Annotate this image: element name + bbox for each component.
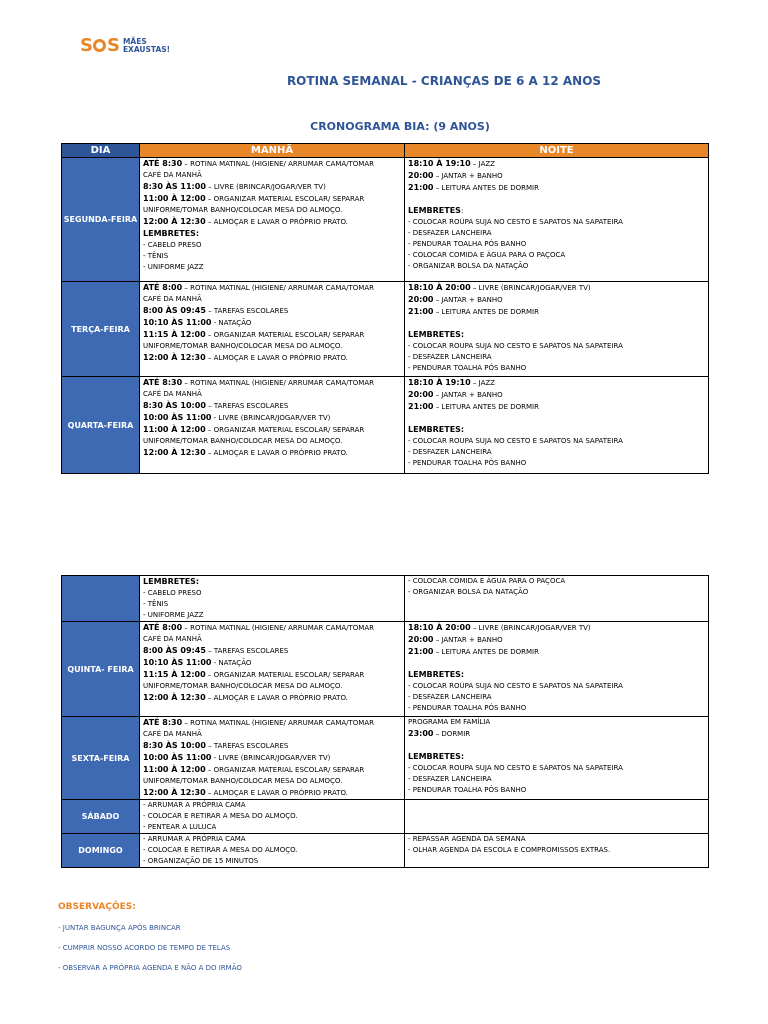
- schedule-time: LEMBRETES:: [143, 229, 200, 238]
- schedule-line: [143, 787, 404, 799]
- schedule-line: [143, 424, 404, 436]
- cell-domingo-manha: [140, 834, 405, 868]
- schedule-activity: – TAREFAS ESCOLARES: [205, 647, 289, 655]
- schedule-line: [408, 658, 708, 669]
- schedule-activity: - OLHAR AGENDA DA ESCOLA E COMPROMISSOS EXTRAS.: [408, 846, 611, 854]
- schedule-line: [408, 774, 708, 785]
- schedule-activity: – JANTAR + BANHO: [433, 172, 503, 180]
- cell-quinta-manha: [140, 622, 405, 717]
- schedule-line: [143, 657, 404, 669]
- schedule-activity: - COLOCAR ROUPA SUJA NO CESTO E SAPATOS NA SAPATEIRA: [408, 764, 623, 772]
- schedule-time: 21:00: [408, 647, 434, 656]
- schedule-line: [143, 400, 404, 412]
- header-dia: DIA: [62, 144, 140, 158]
- schedule-line: [143, 341, 404, 352]
- day-sexta: SEXTA-FEIRA: [62, 717, 140, 800]
- schedule-line: [143, 240, 404, 251]
- schedule-line: [143, 729, 404, 740]
- schedule-line: [408, 646, 708, 658]
- schedule-line: [143, 588, 404, 599]
- cell-sabado-manha: [140, 800, 405, 834]
- schedule-line: [408, 622, 708, 634]
- schedule-activity: - DESFAZER LANCHEIRA: [408, 775, 492, 783]
- schedule-time: 21:00: [408, 307, 434, 316]
- cell-continuation-noite: [405, 576, 709, 622]
- schedule-activity: UNIFORME/TOMAR BANHO/COLOCAR MESA DO ALMOÇO.: [143, 206, 343, 214]
- schedule-time: 8:30 ÀS 10:00: [143, 401, 206, 410]
- logo: [80, 35, 170, 56]
- schedule-line: [143, 352, 404, 364]
- schedule-activity: - COLOCAR ROUPA SUJA NO CESTO E SAPATOS NA SAPATEIRA: [408, 437, 623, 445]
- schedule-activity: UNIFORME/TOMAR BANHO/COLOCAR MESA DO ALMOÇO.: [143, 342, 343, 350]
- schedule-line: [408, 751, 708, 763]
- schedule-time: LEMBRETES: [408, 206, 461, 215]
- schedule-line: [408, 587, 708, 598]
- schedule-time: ATÉ 8:00: [143, 623, 183, 632]
- schedule-line: [143, 412, 404, 424]
- schedule-line: [143, 681, 404, 692]
- schedule-activity: – TAREFAS ESCOLARES: [205, 402, 289, 410]
- schedule-time: LEMBRETES:: [408, 670, 465, 679]
- schedule-activity: - TÊNIS: [143, 600, 169, 608]
- schedule-line: [408, 194, 708, 205]
- schedule-line: [143, 811, 404, 822]
- schedule-activity: - DESFAZER LANCHEIRA: [408, 448, 492, 456]
- schedule-activity: CAFÉ DA MANHÃ: [143, 390, 202, 398]
- schedule-activity: - ORGANIZAR BOLSA DA NATAÇÃO: [408, 262, 529, 270]
- cell-continuation-manha: [140, 576, 405, 622]
- schedule-activity: - CABELO PRESO: [143, 241, 202, 249]
- schedule-line: [408, 447, 708, 458]
- schedule-line: [143, 622, 404, 634]
- schedule-activity: - DESFAZER LANCHEIRA: [408, 229, 492, 237]
- schedule-activity: – ORGANIZAR MATERIAL ESCOLAR/ SEPARAR: [205, 766, 365, 774]
- schedule-line: [143, 282, 404, 294]
- schedule-time: 10:10 ÀS 11:00: [143, 318, 212, 327]
- schedule-line: [408, 436, 708, 447]
- schedule-line: [408, 239, 708, 250]
- schedule-time: 20:00: [408, 390, 434, 399]
- schedule-activity: – ORGANIZAR MATERIAL ESCOLAR/ SEPARAR: [205, 671, 365, 679]
- schedule-activity: – ROTINA MATINAL (HIGIENE/ ARRUMAR CAMA/TOMAR: [182, 160, 374, 168]
- schedule-line: [408, 318, 708, 329]
- schedule-activity: - PENDURAR TOALHA PÓS BANHO: [408, 786, 527, 794]
- schedule-line: [408, 182, 708, 194]
- schedule-line: [408, 703, 708, 714]
- cell-quarta-manha: [140, 377, 405, 474]
- schedule-time: 10:00 ÀS 11:00: [143, 413, 212, 422]
- schedule-time: LEMBRETES:: [408, 330, 465, 339]
- page-subtitle: CRONOGRAMA BIA: (9 ANOS): [310, 120, 490, 133]
- schedule-activity: CAFÉ DA MANHÃ: [143, 171, 202, 179]
- cell-sexta-noite: [405, 717, 709, 800]
- schedule-activity: CAFÉ DA MANHÃ: [143, 295, 202, 303]
- schedule-activity: - CABELO PRESO: [143, 589, 202, 597]
- cell-segunda-noite: [405, 158, 709, 282]
- observacoes-heading: OBSERVAÇÕES:: [58, 902, 136, 912]
- schedule-line: [408, 282, 708, 294]
- schedule-line: [143, 822, 404, 833]
- schedule-activity: – TAREFAS ESCOLARES: [205, 742, 289, 750]
- schedule-activity: UNIFORME/TOMAR BANHO/COLOCAR MESA DO ALMOÇO.: [143, 777, 343, 785]
- schedule-line: [408, 329, 708, 341]
- schedule-activity: UNIFORME/TOMAR BANHO/COLOCAR MESA DO ALMOÇO.: [143, 682, 343, 690]
- schedule-activity: - LIVRE (BRINCAR/JOGAR/VER TV): [211, 754, 331, 762]
- schedule-line: [408, 681, 708, 692]
- schedule-activity: – ROTINA MATINAL (HIGIENE/ ARRUMAR CAMA/TOMAR: [182, 284, 374, 292]
- schedule-line: [408, 424, 708, 436]
- schedule-activity: - COLOCAR ROUPA SUJA NO CESTO E SAPATOS NA SAPATEIRA: [408, 218, 623, 226]
- schedule-activity: - ARRUMAR A PRÓPRIA CAMA: [143, 801, 246, 809]
- schedule-table-part1: [61, 143, 709, 474]
- schedule-activity: – LEITURA ANTES DE DORMIR: [433, 403, 539, 411]
- schedule-line: [408, 170, 708, 182]
- schedule-time: LEMBRETES:: [408, 752, 465, 761]
- schedule-activity: - ORGANIZAR BOLSA DA NATAÇÃO: [408, 588, 529, 596]
- logo-line2: EXAUSTAS!: [122, 44, 171, 54]
- schedule-activity: - COLOCAR ROUPA SUJA NO CESTO E SAPATOS NA SAPATEIRA: [408, 682, 623, 690]
- schedule-activity: – ORGANIZAR MATERIAL ESCOLAR/ SEPARAR: [205, 426, 365, 434]
- schedule-table-part2: [61, 575, 709, 868]
- schedule-activity: – ROTINA MATINAL (HIGIENE/ ARRUMAR CAMA/TOMAR: [182, 624, 374, 632]
- schedule-line: [408, 458, 708, 469]
- cell-quinta-noite: [405, 622, 709, 717]
- day-quarta: QUARTA-FEIRA: [62, 377, 140, 474]
- schedule-activity: - NATAÇÃO: [211, 659, 252, 667]
- observacao-item: - OBSERVAR A PRÓPRIA AGENDA E NÃO A DO IRMÃO: [58, 964, 242, 972]
- schedule-activity: – JANTAR + BANHO: [433, 391, 503, 399]
- schedule-line: [408, 576, 708, 587]
- cell-segunda-manha: [140, 158, 405, 282]
- schedule-activity: – TAREFAS ESCOLARES: [205, 307, 289, 315]
- schedule-line: [143, 329, 404, 341]
- schedule-activity: - TÊNIS: [143, 252, 169, 260]
- schedule-line: [143, 317, 404, 329]
- schedule-activity: – JANTAR + BANHO: [433, 636, 503, 644]
- schedule-time: 18:10 À 20:00: [408, 623, 471, 632]
- schedule-time: 20:00: [408, 295, 434, 304]
- schedule-line: [143, 634, 404, 645]
- schedule-line: [143, 800, 404, 811]
- logo-text: [123, 38, 170, 54]
- schedule-time: ATÉ 8:30: [143, 378, 183, 387]
- schedule-line: [408, 352, 708, 363]
- schedule-line: [143, 377, 404, 389]
- schedule-time: LEMBRETES:: [143, 577, 200, 586]
- schedule-time: 12:00 À 12:30: [143, 217, 206, 226]
- day-continuation: [62, 576, 140, 622]
- schedule-line: [408, 634, 708, 646]
- schedule-time: 18:10 À 19:10: [408, 159, 471, 168]
- schedule-time: 12:00 À 12:30: [143, 353, 206, 362]
- schedule-activity: – JAZZ: [470, 160, 495, 168]
- schedule-line: [408, 692, 708, 703]
- schedule-line: [143, 856, 404, 867]
- cell-terca-manha: [140, 282, 405, 377]
- schedule-time: LEMBRETES:: [408, 425, 465, 434]
- schedule-line: [143, 692, 404, 704]
- schedule-line: [408, 728, 708, 740]
- schedule-time: 18:10 À 19:10: [408, 378, 471, 387]
- schedule-activity: – LIVRE (BRINCAR/JOGAR/VER TV): [205, 183, 326, 191]
- schedule-time: ATÉ 8:30: [143, 718, 183, 727]
- schedule-time: 21:00: [408, 183, 434, 192]
- schedule-line: [143, 610, 404, 621]
- schedule-line: [143, 389, 404, 400]
- schedule-line: [143, 294, 404, 305]
- schedule-activity: - COLOCAR ROUPA SUJA NO CESTO E SAPATOS NA SAPATEIRA: [408, 342, 623, 350]
- schedule-time: 18:10 À 20:00: [408, 283, 471, 292]
- schedule-line: [408, 785, 708, 796]
- schedule-time: 12:00 À 12:30: [143, 448, 206, 457]
- schedule-time: 11:15 À 12:00: [143, 330, 206, 339]
- schedule-activity: - PENTEAR A LULUCA: [143, 823, 217, 831]
- schedule-activity: - COLOCAR E RETIRAR A MESA DO ALMOÇO.: [143, 846, 298, 854]
- schedule-activity: – LEITURA ANTES DE DORMIR: [433, 184, 539, 192]
- schedule-line: [408, 717, 708, 728]
- page-title: ROTINA SEMANAL - CRIANÇAS DE 6 A 12 ANOS: [286, 74, 602, 88]
- schedule-line: [408, 669, 708, 681]
- schedule-line: [408, 205, 708, 217]
- schedule-line: [408, 413, 708, 424]
- schedule-line: [408, 306, 708, 318]
- observacao-item: - CUMPRIR NOSSO ACORDO DE TEMPO DE TELAS: [58, 944, 231, 952]
- lifebuoy-icon: [93, 39, 106, 52]
- schedule-activity: :: [460, 207, 464, 215]
- schedule-line: [143, 181, 404, 193]
- schedule-activity: – LEITURA ANTES DE DORMIR: [433, 648, 539, 656]
- schedule-line: [143, 447, 404, 459]
- schedule-line: [143, 251, 404, 262]
- schedule-line: [408, 158, 708, 170]
- schedule-time: ATÉ 8:00: [143, 283, 183, 292]
- day-segunda: SEGUNDA-FEIRA: [62, 158, 140, 282]
- schedule-time: 11:00 À 12:00: [143, 425, 206, 434]
- day-sabado: SÁBADO: [62, 800, 140, 834]
- schedule-line: [408, 763, 708, 774]
- schedule-activity: UNIFORME/TOMAR BANHO/COLOCAR MESA DO ALMOÇO.: [143, 437, 343, 445]
- schedule-time: 20:00: [408, 171, 434, 180]
- schedule-activity: - PENDURAR TOALHA PÓS BANHO: [408, 240, 527, 248]
- schedule-line: [143, 717, 404, 729]
- schedule-line: [408, 341, 708, 352]
- schedule-time: 8:00 ÀS 09:45: [143, 646, 206, 655]
- schedule-line: [143, 193, 404, 205]
- schedule-line: [143, 576, 404, 588]
- schedule-time: 10:10 ÀS 11:00: [143, 658, 212, 667]
- schedule-time: ATÉ 8:30: [143, 159, 183, 168]
- schedule-line: [143, 776, 404, 787]
- schedule-activity: – LEITURA ANTES DE DORMIR: [433, 308, 539, 316]
- schedule-line: [143, 669, 404, 681]
- cell-domingo-noite: [405, 834, 709, 868]
- schedule-activity: CAFÉ DA MANHÃ: [143, 635, 202, 643]
- schedule-activity: - UNIFORME JAZZ: [143, 263, 204, 271]
- schedule-line: [408, 217, 708, 228]
- schedule-activity: – ALMOÇAR E LAVAR O PRÓPRIO PRATO.: [205, 694, 348, 702]
- schedule-time: 11:15 À 12:00: [143, 670, 206, 679]
- schedule-line: [143, 158, 404, 170]
- schedule-line: [408, 740, 708, 751]
- schedule-line: [143, 170, 404, 181]
- logo-line1: MÃES: [122, 36, 147, 46]
- schedule-line: [143, 645, 404, 657]
- schedule-time: 8:00 ÀS 09:45: [143, 306, 206, 315]
- schedule-activity: – ORGANIZAR MATERIAL ESCOLAR/ SEPARAR: [205, 195, 365, 203]
- schedule-time: 11:00 À 12:00: [143, 194, 206, 203]
- schedule-activity: - ORGANIZAÇÃO DE 15 MINUTOS: [143, 857, 259, 865]
- schedule-line: [143, 262, 404, 273]
- schedule-line: [143, 845, 404, 856]
- schedule-activity: – ROTINA MATINAL (HIGIENE/ ARRUMAR CAMA/TOMAR: [182, 379, 374, 387]
- schedule-time: 8:30 ÀS 11:00: [143, 182, 206, 191]
- schedule-line: [143, 599, 404, 610]
- schedule-line: [143, 740, 404, 752]
- cell-sexta-manha: [140, 717, 405, 800]
- schedule-time: 12:00 À 12:30: [143, 693, 206, 702]
- schedule-activity: PROGRAMA EM FAMÍLIA: [408, 718, 491, 726]
- header-noite: NOITE: [405, 144, 709, 158]
- schedule-time: 12:00 À 12:30: [143, 788, 206, 797]
- schedule-time: 10:00 ÀS 11:00: [143, 753, 212, 762]
- schedule-line: [408, 261, 708, 272]
- schedule-line: [143, 752, 404, 764]
- schedule-activity: - PENDURAR TOALHA PÓS BANHO: [408, 459, 527, 467]
- cell-quarta-noite: [405, 377, 709, 474]
- schedule-activity: – JAZZ: [470, 379, 495, 387]
- day-quinta: QUINTA- FEIRA: [62, 622, 140, 717]
- schedule-activity: - DESFAZER LANCHEIRA: [408, 353, 492, 361]
- schedule-line: [143, 305, 404, 317]
- schedule-activity: - COLOCAR COMIDA E ÁGUA PARA O PAÇOCA: [408, 251, 566, 259]
- day-terca: TERÇA-FEIRA: [62, 282, 140, 377]
- schedule-time: 20:00: [408, 635, 434, 644]
- schedule-line: [408, 377, 708, 389]
- schedule-activity: - PENDURAR TOALHA PÓS BANHO: [408, 364, 527, 372]
- schedule-line: [408, 228, 708, 239]
- schedule-activity: – ALMOÇAR E LAVAR O PRÓPRIO PRATO.: [205, 449, 348, 457]
- schedule-activity: – ROTINA MATINAL (HIGIENE/ ARRUMAR CAMA/TOMAR: [182, 719, 374, 727]
- schedule-line: [408, 250, 708, 261]
- logo-mark: S S: [80, 35, 119, 56]
- schedule-activity: - DESFAZER LANCHEIRA: [408, 693, 492, 701]
- schedule-activity: - COLOCAR COMIDA E ÁGUA PARA O PAÇOCA: [408, 577, 566, 585]
- schedule-activity: – LIVRE (BRINCAR/JOGAR/VER TV): [470, 284, 591, 292]
- schedule-time: 11:00 À 12:00: [143, 765, 206, 774]
- schedule-activity: - PENDURAR TOALHA PÓS BANHO: [408, 704, 527, 712]
- cell-terca-noite: [405, 282, 709, 377]
- schedule-line: [408, 401, 708, 413]
- schedule-activity: – JANTAR + BANHO: [433, 296, 503, 304]
- schedule-line: [143, 834, 404, 845]
- schedule-activity: – ALMOÇAR E LAVAR O PRÓPRIO PRATO.: [205, 218, 348, 226]
- schedule-time: 8:30 ÀS 10:00: [143, 741, 206, 750]
- schedule-activity: – ORGANIZAR MATERIAL ESCOLAR/ SEPARAR: [205, 331, 365, 339]
- schedule-line: [143, 764, 404, 776]
- schedule-activity: - UNIFORME JAZZ: [143, 611, 204, 619]
- schedule-activity: - ARRUMAR A PRÓPRIA CAMA: [143, 835, 246, 843]
- schedule-line: [143, 216, 404, 228]
- schedule-activity: – ALMOÇAR E LAVAR O PRÓPRIO PRATO.: [205, 354, 348, 362]
- observacao-item: - JUNTAR BAGUNÇA APÓS BRINCAR: [58, 924, 181, 932]
- schedule-activity: - LIVRE (BRINCAR/JOGAR/VER TV): [211, 414, 331, 422]
- schedule-line: [143, 228, 404, 240]
- schedule-activity: – LIVRE (BRINCAR/JOGAR/VER TV): [470, 624, 591, 632]
- day-domingo: DOMINGO: [62, 834, 140, 868]
- schedule-line: [408, 845, 708, 856]
- schedule-activity: CAFÉ DA MANHÃ: [143, 730, 202, 738]
- schedule-activity: – DORMIR: [433, 730, 471, 738]
- schedule-line: [143, 436, 404, 447]
- schedule-activity: - COLOCAR E RETIRAR A MESA DO ALMOÇO.: [143, 812, 298, 820]
- schedule-line: [408, 294, 708, 306]
- schedule-time: 21:00: [408, 402, 434, 411]
- schedule-activity: - NATAÇÃO: [211, 319, 252, 327]
- schedule-line: [408, 834, 708, 845]
- schedule-activity: – ALMOÇAR E LAVAR O PRÓPRIO PRATO.: [205, 789, 348, 797]
- schedule-line: [408, 363, 708, 374]
- header-manha: MANHÃ: [140, 144, 405, 158]
- schedule-line: [143, 205, 404, 216]
- schedule-activity: - REPASSAR AGENDA DA SEMANA: [408, 835, 526, 843]
- schedule-time: 23:00: [408, 729, 434, 738]
- schedule-line: [408, 389, 708, 401]
- cell-sabado-noite: [405, 800, 709, 834]
